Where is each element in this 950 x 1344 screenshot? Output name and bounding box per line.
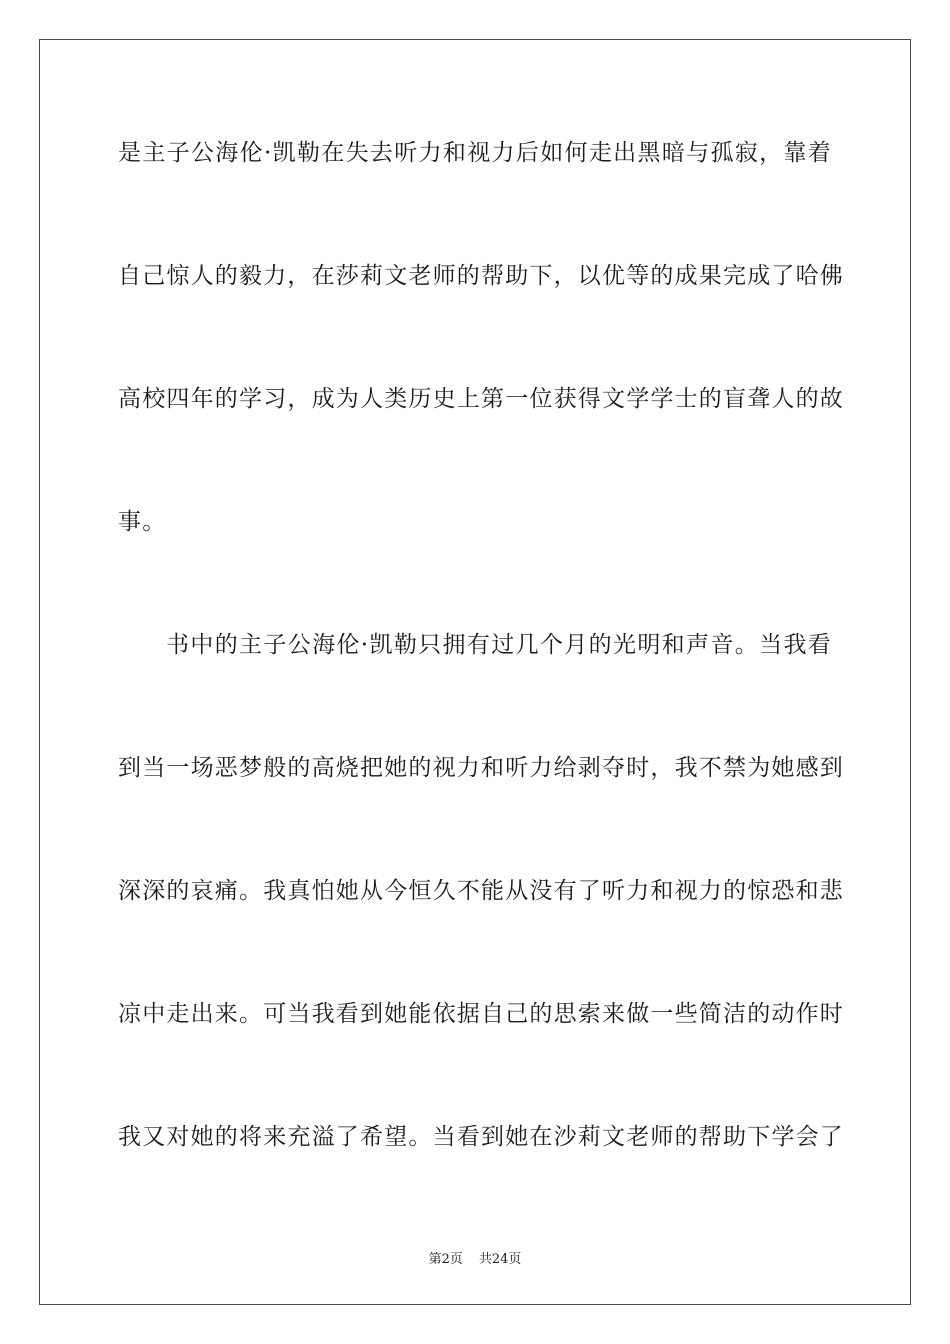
text-line: 事。 (118, 509, 167, 535)
text-line: 自己惊人的毅力，在莎莉文老师的帮助下，以优等的成果完成了哈佛 (118, 263, 844, 289)
text-line: 是主子公海伦·凯勒在失去听力和视力后如何走出黑暗与孤寂，靠着 (118, 140, 832, 166)
text-line: 书中的主子公海伦·凯勒只拥有过几个月的光明和声音。当我看 (166, 632, 832, 658)
page-total: 共24页 (478, 1252, 522, 1267)
text-line: 凉中走出来。可当我看到她能依据自己的思索来做一些简洁的动作时 (118, 1001, 844, 1027)
text-line: 深深的哀痛。我真怕她从今恒久不能从没有了听力和视力的惊恐和悲 (118, 878, 844, 904)
text-line: 我又对她的将来充溢了希望。当看到她在沙莉文老师的帮助下学会了 (118, 1124, 844, 1150)
text-line: 高校四年的学习，成为人类历史上第一位获得文学学士的盲聋人的故 (118, 386, 844, 412)
text-line: 到当一场恶梦般的高烧把她的视力和听力给剥夺时，我不禁为她感到 (118, 755, 844, 781)
document-body (118, 126, 844, 1233)
page-number: 第2页 (428, 1252, 463, 1267)
page-footer (0, 1248, 950, 1267)
